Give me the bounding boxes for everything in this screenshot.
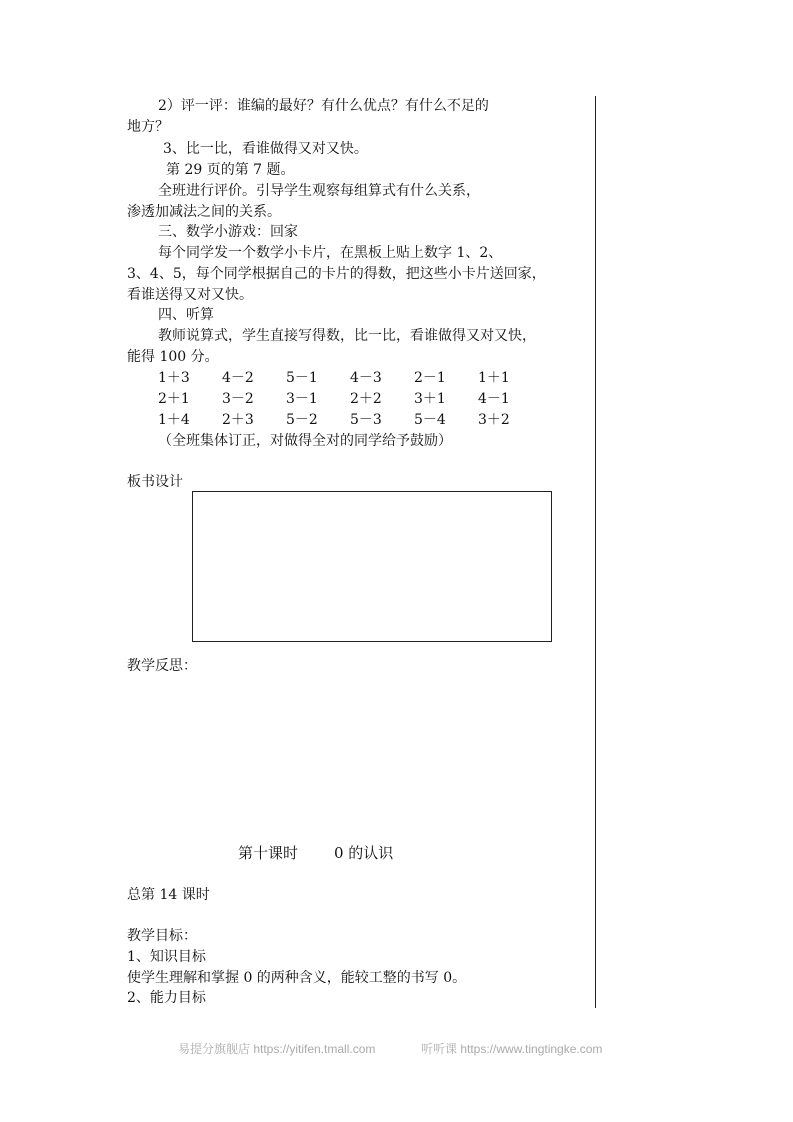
goal-heading: 1、知识目标: [127, 949, 206, 965]
margin-rule: [595, 96, 596, 1008]
total-lesson-count: 总第 14 课时: [127, 887, 210, 903]
text-line: 地方？: [127, 119, 169, 135]
lesson-number: 第十课时: [238, 844, 299, 862]
section-heading: 三、数学小游戏：回家: [158, 224, 298, 240]
lesson-title: 0 的认识: [334, 844, 394, 862]
drill-item: 3＋1: [414, 391, 446, 407]
drill-item: 3＋2: [478, 412, 510, 428]
drill-item: 4－2: [222, 370, 254, 386]
drill-item: 5－2: [286, 412, 318, 428]
drill-item: 2＋2: [350, 391, 382, 407]
text-line: 3、比一比，看谁做得又对又快。: [163, 141, 368, 157]
drill-item: 3－1: [286, 391, 318, 407]
text-line: 教师说算式，学生直接写得数，比一比，看谁做得又对又快，: [158, 328, 536, 344]
drill-item: 2－1: [414, 370, 446, 386]
text-line: 2）评一评：谁编的最好？有什么优点？有什么不足的: [158, 98, 489, 114]
footer-link-right[interactable]: 听听课 https://www.tingtingke.com: [421, 1042, 603, 1056]
goals-heading: 教学目标：: [127, 928, 197, 944]
drill-item: 5－1: [286, 370, 318, 386]
text-line: 全班进行评价。引导学生观察每组算式有什么关系，: [158, 183, 480, 199]
text-line: 渗透加减法之间的关系。: [127, 204, 281, 220]
text-line: （全班集体订正，对做得全对的同学给予鼓励）: [158, 433, 452, 449]
drill-item: 4－1: [478, 391, 510, 407]
drill-item: 5－4: [414, 412, 446, 428]
drill-item: 1＋1: [478, 370, 510, 386]
text-line: 每个同学发一个数学小卡片，在黑板上贴上数字 1、2、: [158, 245, 503, 261]
drill-item: 2＋1: [158, 391, 190, 407]
footer-link-left[interactable]: 易提分旗舰店 https://yitifen.tmall.com: [178, 1042, 376, 1056]
drill-item: 3－2: [222, 391, 254, 407]
drill-item: 1＋3: [158, 370, 190, 386]
board-design-label: 板书设计: [127, 474, 183, 490]
drill-item: 2＋3: [222, 412, 254, 428]
text-line: 看谁送得又对又快。: [127, 287, 253, 303]
drill-item: 5－3: [350, 412, 382, 428]
drill-item: 4－3: [350, 370, 382, 386]
goal-heading: 2、能力目标: [127, 990, 206, 1006]
text-line: 3、4、5，每个同学根据自己的卡片的得数，把这些小卡片送回家，: [127, 266, 546, 282]
drill-item: 1＋4: [158, 412, 190, 428]
reflection-label: 教学反思：: [127, 658, 197, 674]
text-line: 能得 100 分。: [127, 349, 219, 365]
section-heading: 四、听算: [158, 307, 214, 323]
text-line: 第 29 页的第 7 题。: [166, 162, 295, 178]
goal-text: 使学生理解和掌握 0 的两种含义，能较工整的书写 0。: [127, 970, 467, 986]
board-design-box: [192, 491, 552, 642]
